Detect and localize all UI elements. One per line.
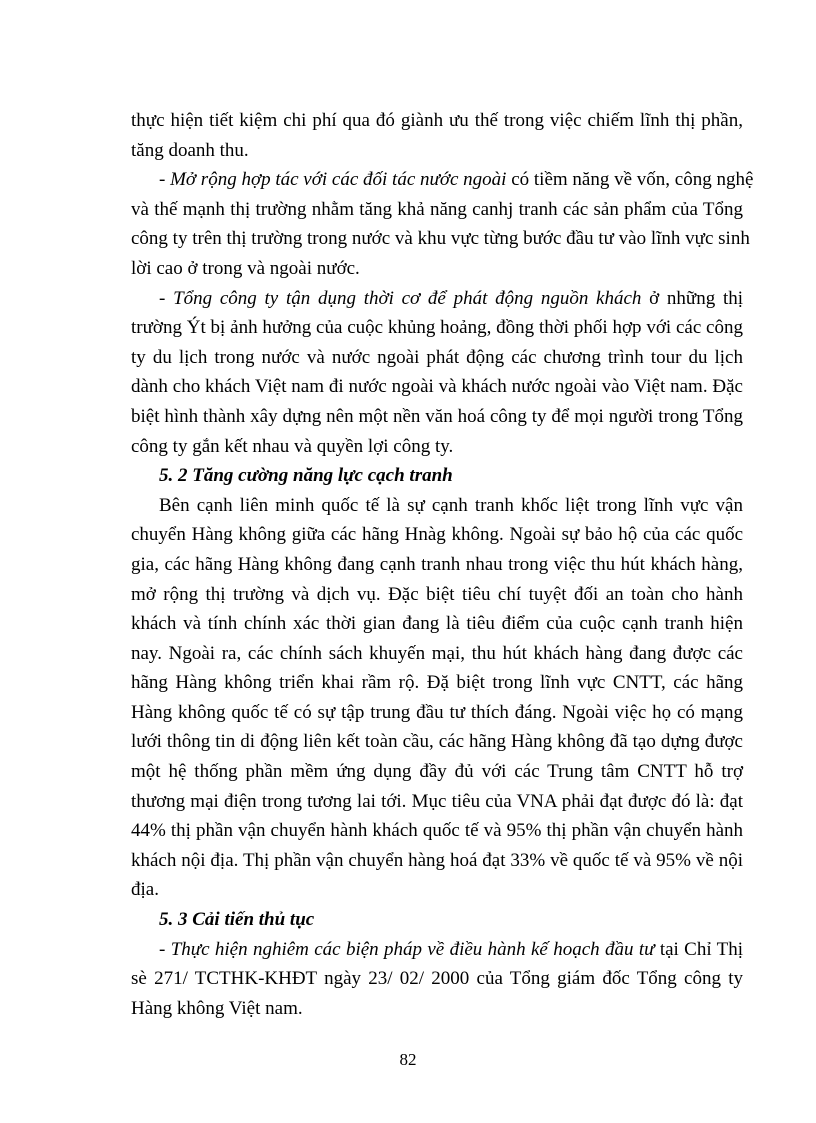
- text-line: công ty trên thị trường trong nước và khu vực từng bước đầu tư vào lĩnh vực sinh: [131, 228, 750, 250]
- text-line: mở rộng thị trường và dịch vụ. Đặc biệt tiêu chí tuyệt đối an toàn cho hành: [131, 583, 743, 605]
- text-line: địa.: [131, 879, 159, 901]
- text-line: công ty gắn kết nhau và quyền lợi công ty.: [131, 435, 454, 457]
- text-line: ty du lịch trong nước và nước ngoài phát động các chương trình tour du lịch: [131, 346, 743, 368]
- text-line: gia, các hãng Hàng không đang cạnh tranh nhau trong việc thu hút khách hàng,: [131, 553, 743, 575]
- text-line: hãng Hàng không triển khai rầm rộ. Đặ biệt trong lĩnh vực CNTT, các hãng: [131, 672, 743, 694]
- dash: -: [159, 938, 166, 960]
- text-line: tăng doanh thu.: [131, 139, 249, 161]
- text-line: khách và tính chính xác thời gian đang là tiêu điểm của cuộc cạnh tranh hiện: [131, 613, 743, 635]
- italic-phrase: Tổng công ty tận dụng thời cơ để phát động nguồn khách: [173, 287, 642, 309]
- text-run: tại Chỉ Thị: [659, 938, 744, 960]
- text-line: một hệ thống phần mềm ứng dụng đầy đủ với các Trung tâm CNTT hỗ trợ: [131, 761, 743, 783]
- section-heading-5-3: 5. 3 Cải tiến thủ tục: [159, 909, 315, 931]
- section-heading-5-2: 5. 2 Tăng cường năng lực cạch tranh: [159, 465, 453, 487]
- text-line: Bên cạnh liên minh quốc tế là sự cạnh tranh khốc liệt trong lĩnh vực vận: [159, 494, 743, 516]
- text-line: lời cao ở trong và ngoài nước.: [131, 257, 360, 279]
- text-line: sè 271/ TCTHK-KHĐT ngày 23/ 02/ 2000 của Tổng giám đốc Tổng công ty: [131, 968, 743, 990]
- text-line: thương mại điện trong tương lai tới. Mục tiêu của VNA phải đạt được đó là: đạt: [131, 790, 743, 812]
- page-number: 82: [399, 1050, 417, 1069]
- bullet-line: [131, 284, 743, 314]
- bullet-line: [131, 935, 743, 965]
- dash: -: [159, 287, 166, 309]
- italic-phrase: Mở rộng hợp tác với các đối tác nước ngoài: [170, 169, 507, 191]
- text-line: Hàng không quốc tế có sự tập trung đầu tư thích đáng. Ngoài việc họ có mạng: [131, 701, 743, 723]
- bullet-line: [131, 165, 754, 195]
- dash: -: [159, 169, 166, 191]
- text-line: 44% thị phần vận chuyển hành khách quốc tế và 95% thị phần vận chuyển hành: [131, 820, 743, 842]
- text-run: có tiềm năng về vốn, công nghệ: [511, 169, 754, 191]
- document-page: [131, 106, 754, 1023]
- text-line: nay. Ngoài ra, các chính sách khuyến mại, thu hút khách hàng đang được các: [131, 642, 743, 664]
- text-line: thực hiện tiết kiệm chi phí qua đó giành ưu thế trong việc chiếm lĩnh thị phần,: [131, 110, 743, 131]
- text-run: ở những thị: [649, 287, 744, 309]
- text-line: lưới thông tin di động liên kết toàn cầu, các hãng Hàng không đã tạo dựng được: [131, 731, 743, 753]
- text-line: khách nội địa. Thị phần vận chuyển hàng hoá đạt 33% về quốc tế và 95% về nội: [131, 849, 743, 871]
- text-line: và thế mạnh thị trường nhằm tăng khả năng canhj tranh các sản phẩm của Tổng: [131, 198, 743, 220]
- text-line: Hàng không Việt nam.: [131, 997, 303, 1019]
- italic-phrase: Thực hiện nghiêm các biện pháp về điều hành kế hoạch đầu tư: [170, 938, 655, 960]
- text-line: trường Ýt bị ảnh hưởng của cuộc khủng hoảng, đồng thời phối hợp với các công: [131, 317, 743, 339]
- text-line: dành cho khách Việt nam đi nước ngoài và khách nước ngoài vào Việt nam. Đặc: [131, 376, 743, 398]
- text-line: chuyển Hàng không giữa các hãng Hnàg không. Ngoài sự bảo hộ của các quốc: [131, 524, 743, 546]
- text-line: biệt hình thành xây dựng nên một nền văn hoá công ty để mọi người trong Tổng: [131, 405, 743, 427]
